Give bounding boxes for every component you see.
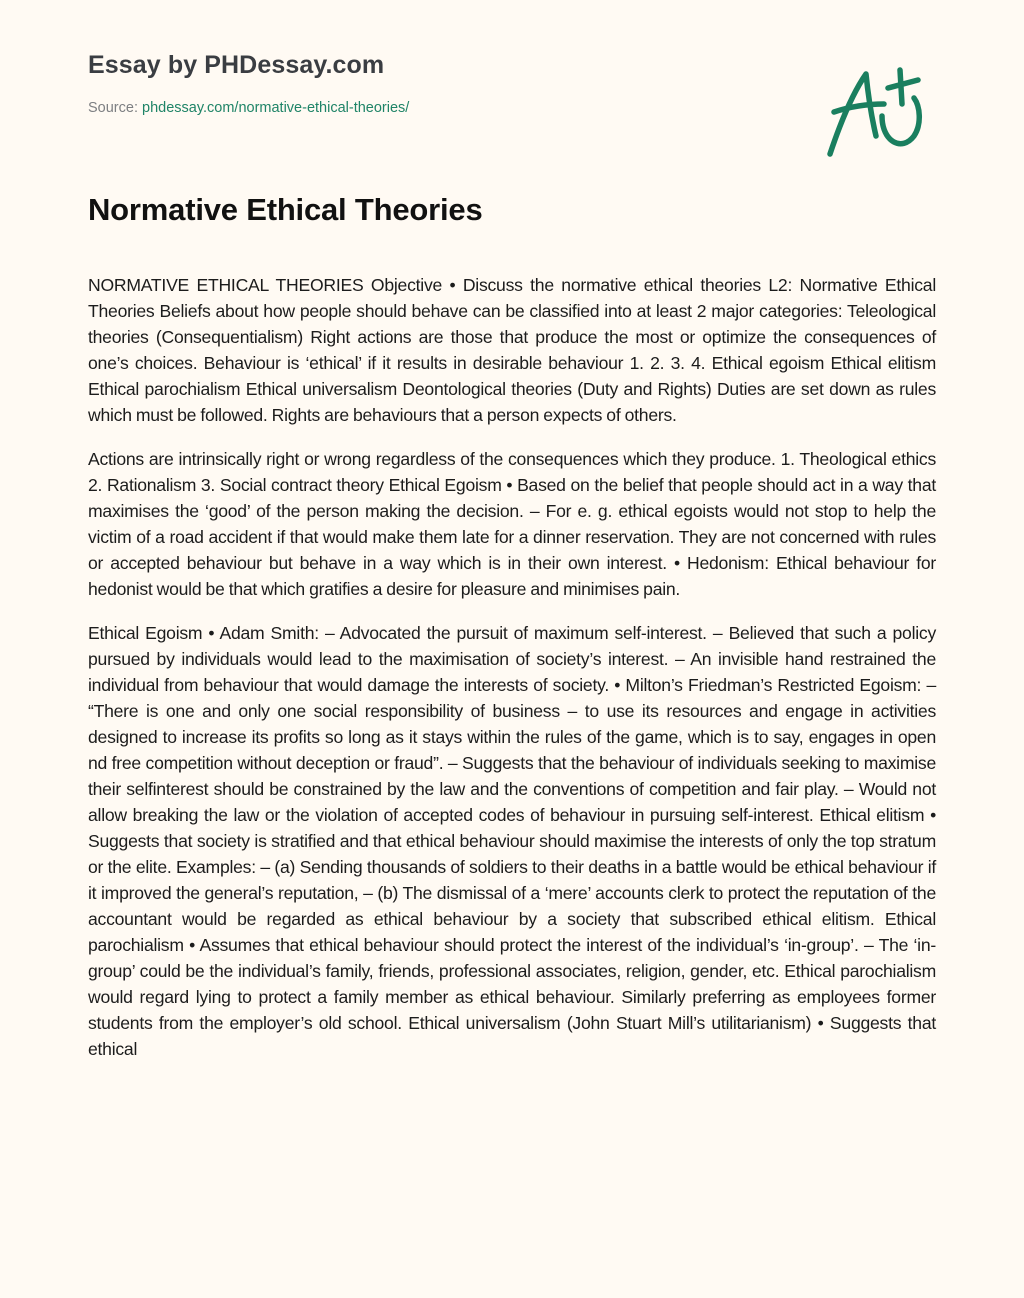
source-label: Source: xyxy=(88,100,138,116)
source-link[interactable]: phdessay.com/normative-ethical-theories/ xyxy=(142,100,410,116)
article-paragraph: Actions are intrinsically right or wrong regardless of the consequences which they produce. 1. Theological ethics 2. Rationalism 3. Social contract theory Ethical Egoism • Based on the belief that people should act in a way that maximises the ‘good’ of the person making the decision. – For e. g. ethical egoists would not stop to help the victim of a road accident if that would make them late for a dinner reservation. They are not concerned with rules or accepted behaviour but behave in a way which is in their own interest. • Hedonism: Ethical behaviour for hedonist would be that which gratifies a desire for pleasure and minimises pain. xyxy=(88,449,936,599)
article-paragraph: NORMATIVE ETHICAL THEORIES Objective • Discuss the normative ethical theories L2: Normative Ethical Theories Beliefs about how people should behave can be classified into at least 2 major categories: Teleological theories (Consequentialism) Right actions are those that produce the most or optimize the consequences of one’s choices. Behaviour is ‘ethical’ if it results in desirable behaviour 1. 2. 3. 4. Ethical egoism Ethical elitism Ethical parochialism Ethical universalism Deontological theories (Duty and Rights) Duties are set down as rules which must be followed. Rights are behaviours that a person expects of others. xyxy=(88,275,936,425)
article-paragraph: Ethical Egoism • Adam Smith: – Advocated the pursuit of maximum self-interest. – Believed that such a policy pursued by individuals would lead to the maximisation of society’s interest. – An invisible hand restrained the individual from behaviour that would damage the interests of society. • Milton’s Friedman’s Restricted Egoism: – “There is one and only one social responsibility of business – to use its resources and engage in activities designed to increase its profits so long as it stays within the rules of the game, which is to say, engages in open nd free competition without deception or fraud”. – Suggests that the behaviour of individuals seeking to maximise their selfinterest should be constrained by the law and the conventions of competition and fair play. – Would not allow breaking the law or the violation of accepted codes of behaviour in pursuing self-interest. Ethical elitism • Suggests that society is stratified and that ethical behaviour should maximise the interests of only the top stratum or the elite. Examples: – (a) Sending thousands of soldiers to their deaths in a battle would be ethical behaviour if it improved the general’s reputation, – (b) The dismissal of a ‘mere’ accounts clerk to protect the reputation of the accountant would be regarded as ethical behaviour by a society that subscribed ethical elitism. Ethical parochialism • Assumes that ethical behaviour should protect the interest of the individual’s ‘in-group’. – The ‘in-group’ could be the individual’s family, friends, professional associates, religion, gender, etc. Ethical parochialism would regard lying to protect a family member as ethical behaviour. Similarly preferring as employees former students from the employer’s old school. Ethical universalism (John Stuart Mill’s utilitarianism) • Suggests that ethical xyxy=(88,623,936,1059)
article-title: Normative Ethical Theories xyxy=(88,192,483,227)
article-body xyxy=(88,272,936,1080)
a-plus-grade-icon xyxy=(822,64,932,160)
brand-title: Essay by PHDessay.com xyxy=(88,51,385,79)
source-line xyxy=(88,98,788,118)
site-header xyxy=(88,48,788,118)
